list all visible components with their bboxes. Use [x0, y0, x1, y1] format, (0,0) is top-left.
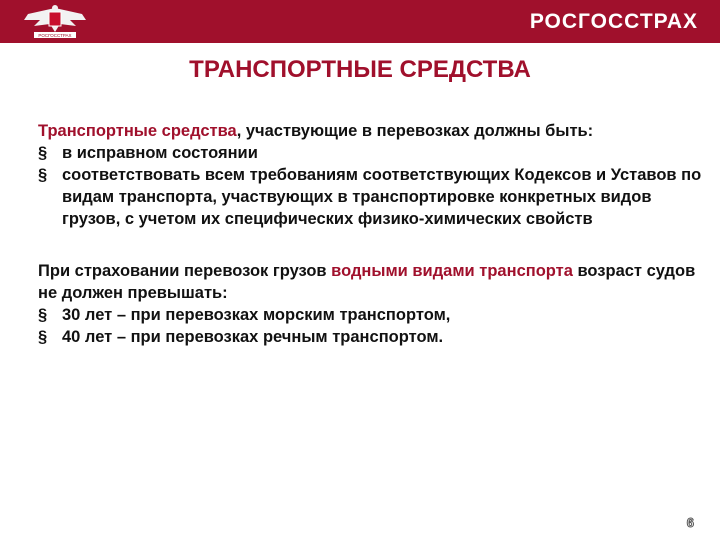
list-item-text: 30 лет – при перевозках морским транспортом,: [62, 306, 451, 324]
emblem-caption: РОСГОССТРАХ: [38, 33, 72, 38]
header-bar: [0, 0, 720, 43]
bullet-icon: §: [38, 144, 48, 162]
eagle-emblem-icon: [20, 2, 90, 40]
page-number: 6: [686, 515, 694, 530]
intro-accent: Транспортные средства: [38, 122, 237, 140]
slide-body: [38, 120, 708, 348]
paragraph-start: При страховании перевозок грузов: [38, 262, 332, 280]
list-item: [38, 304, 708, 326]
water-transport-paragraph: [38, 260, 708, 304]
list-item-text: 40 лет – при перевозках речным транспортом.: [62, 328, 444, 346]
list-item-text: соответствовать всем требованиям соответствующих Кодексов и Уставов по видам транспорта, участвующих в транспортировке конкретных видов грузов, с учетом их специфических физико-химических свойств: [62, 166, 702, 228]
list-item-text: в исправном состоянии: [62, 144, 258, 162]
bullet-icon: §: [38, 328, 48, 346]
slide-title: ТРАНСПОРТНЫЕ СРЕДСТВА: [189, 56, 531, 83]
list-item: [38, 326, 708, 348]
intro-rest: , участвующие в перевозках должны быть:: [236, 122, 594, 140]
list-item: [38, 142, 708, 164]
bullet-icon: §: [38, 166, 48, 184]
paragraph-end: возраст судов не должен превышать:: [38, 262, 696, 302]
bullet-icon: §: [38, 306, 48, 324]
brand-logo-text: РОСГОССТРАХ: [529, 10, 698, 33]
list-item: [38, 164, 708, 230]
paragraph-accent: водными видами транспорта: [331, 262, 573, 280]
intro-paragraph: [38, 120, 708, 142]
